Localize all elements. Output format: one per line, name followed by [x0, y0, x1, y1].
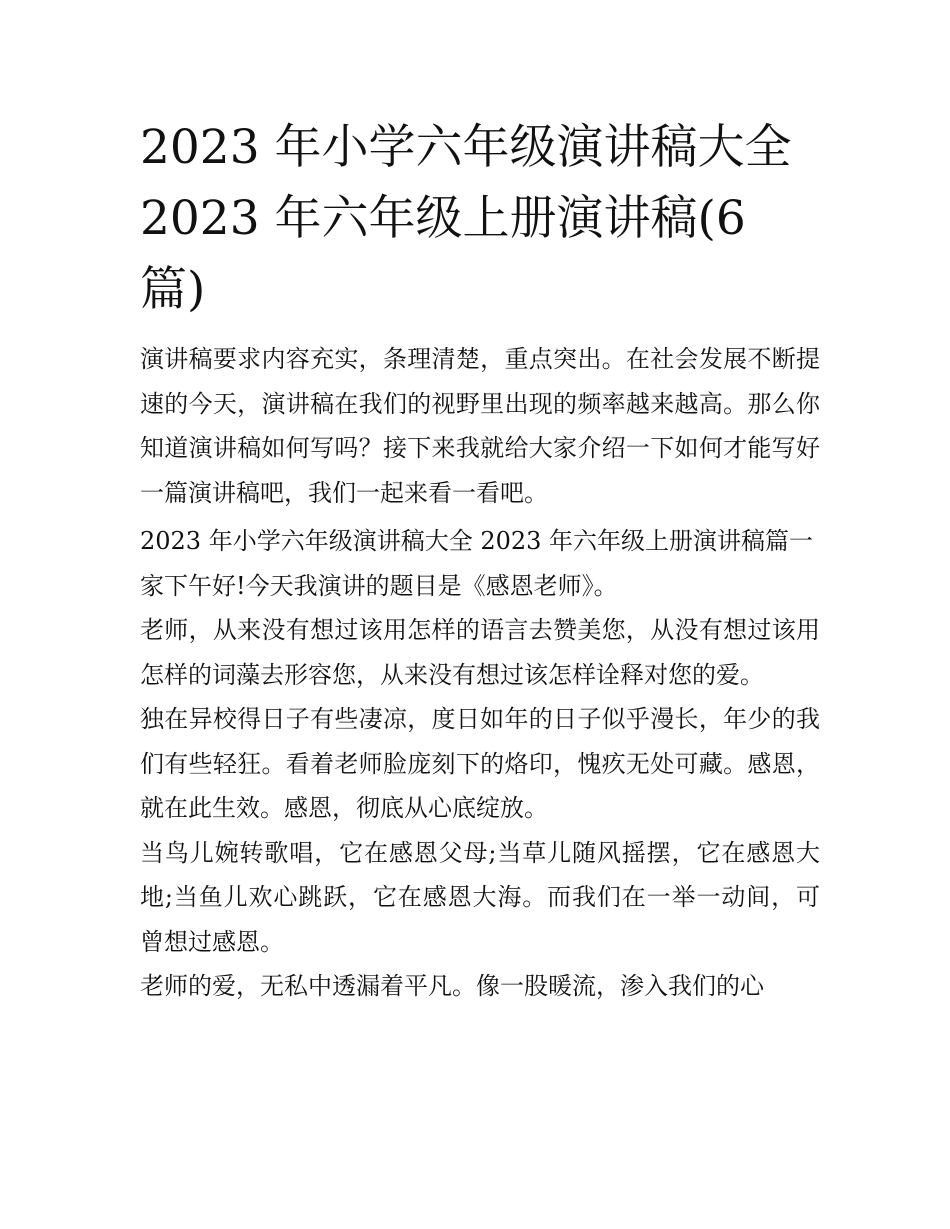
paragraph-teacher-love: 老师的爱，无私中透漏着平凡。像一股暖流，渗入我们的心	[140, 972, 764, 1000]
paragraph-greeting: 家下午好!今天我演讲的题目是《感恩老师》。	[140, 571, 618, 600]
paragraph-praise: 老师，从来没有想过该用怎样的语言去赞美您，从没有想过该用怎样的词藻去形容您，从来没有想过该怎样诠释对您的爱。	[140, 616, 820, 689]
paragraph-intro: 演讲稿要求内容充实，条理清楚，重点突出。在社会发展不断提速的今天，演讲稿在我们的视野里出现的频率越来越高。那么你知道演讲稿如何写吗？接下来我就给大家介绍一下如何才能写好一篇演讲稿吧，我们一起来看一看吧。	[140, 345, 820, 507]
title-line-2: 2023 年六年级上册演讲稿(6	[140, 191, 746, 246]
document-content	[140, 112, 820, 1009]
title-line-1: 2023 年小学六年级演讲稿大全	[140, 120, 792, 175]
document-title	[140, 112, 820, 325]
paragraph-school-days: 独在异校得日子有些凄凉，度日如年的日子似乎漫长，年少的我们有些轻狂。看着老师脸庞刻下的烙印，愧疚无处可藏。感恩，就在此生效。感恩，彻底从心底绽放。	[140, 705, 820, 822]
paragraph-nature-gratitude: 当鸟儿婉转歌唱，它在感恩父母;当草儿随风摇摆，它在感恩大地;当鱼儿欢心跳跃，它在感恩大海。而我们在一举一动间，可曾想过感恩。	[140, 838, 820, 956]
title-line-3: 篇)	[140, 262, 206, 317]
paragraph-section-heading: 2023 年小学六年级演讲稿大全 2023 年六年级上册演讲稿篇一	[140, 527, 814, 555]
